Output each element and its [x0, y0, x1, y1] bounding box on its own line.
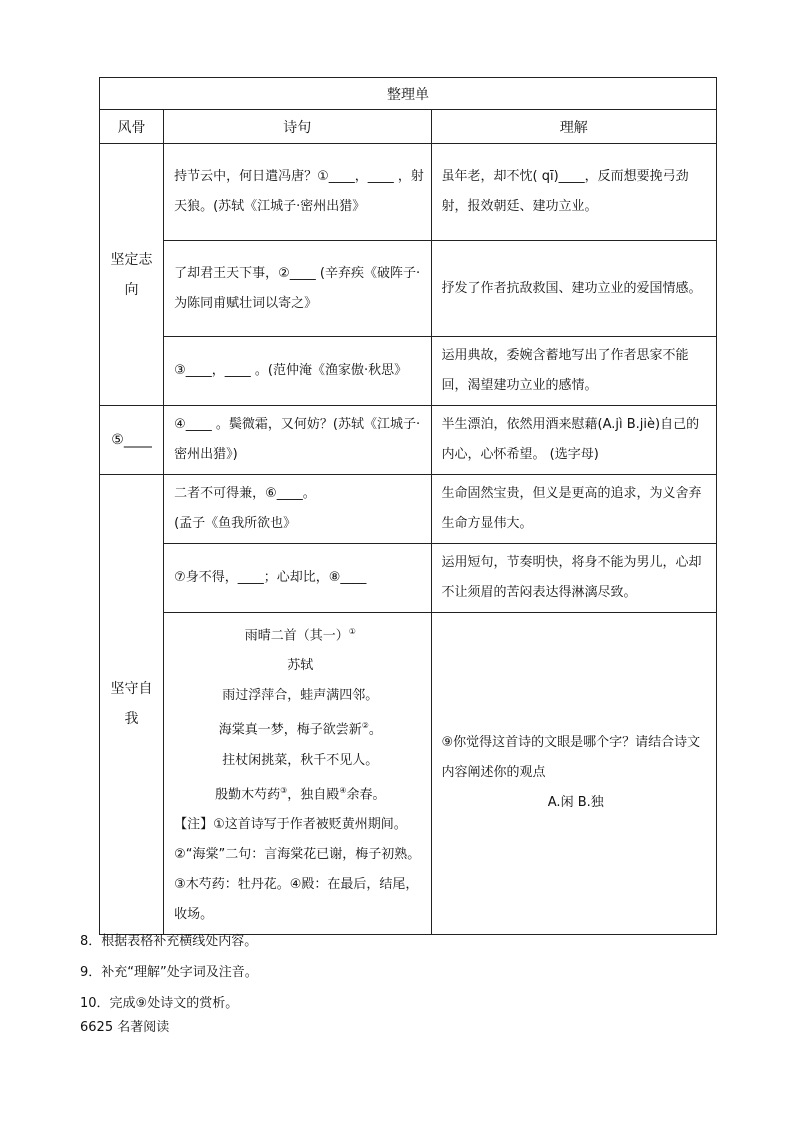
poem-title-text: 雨晴二首（其一）	[244, 628, 349, 644]
group-label-blank: ⑤____	[100, 406, 164, 475]
group-label-ambition	[100, 144, 164, 406]
header-style: 风骨	[100, 110, 164, 144]
poem-text: 殷勤木芍药	[215, 786, 281, 802]
understanding-cell-6: 运用短句，节奏明快，将身不能为男儿，心却不让须眉的苦闷表达得淋漓尽致。	[431, 544, 716, 613]
footnote-mark: ②	[361, 721, 369, 731]
verse-source: (孟子《鱼我所欲也》	[174, 516, 297, 531]
question-9: 9．补充“理解”处字词及注音。	[80, 965, 258, 980]
question-list	[80, 926, 258, 1019]
summary-table	[99, 77, 717, 935]
verse-cell-2: 了却君王天下事，②____ (辛弃疾《破阵子·为陈同甫赋壮词以寄之》	[164, 241, 431, 337]
verse-cell-1: 持节云中，何日遣冯唐？①____，____ ，射天狼。(苏轼《江城子·密州出猎》	[164, 144, 431, 241]
poem-notes: 【注】①这首诗写于作者被贬黄州期间。②“海棠”二句：言海棠花已谢，梅子初熟。③木芍药：牡丹花。④殿：在最后，结尾，收场。	[174, 816, 421, 922]
verse-cell-4: ④____ 。鬓微霜，又何妨？(苏轼《江城子·密州出猎》)	[164, 406, 431, 475]
poem-text: 余春。	[346, 786, 386, 802]
poem-text: 海棠真一梦，梅子欲尝新	[218, 722, 362, 738]
poem-title	[174, 617, 426, 651]
poem-line-2	[174, 711, 426, 745]
understanding-cell-5: 生命固然宝贵，但义是更高的追求，为义舍弃生命方显伟大。	[431, 475, 716, 544]
poem-line-4	[174, 776, 426, 810]
poem-question-cell	[431, 613, 716, 935]
footnote-mark: ④	[339, 785, 347, 795]
poem-author: 苏轼	[287, 658, 314, 674]
poem-options: A.闲 B.独	[547, 795, 604, 811]
group-label-self	[100, 475, 164, 935]
verse-cell-3: ③____，____ 。(范仲淹《渔家傲·秋思》	[164, 337, 431, 406]
verse-line: 二者不可得兼，⑥____。	[174, 486, 316, 501]
table-title: 整理单	[100, 78, 717, 110]
group-label-text: 坚守自我	[110, 681, 153, 728]
poem-line-1: 雨过浮萍合，蛙声满四邻。	[222, 688, 379, 704]
verse-cell-5	[164, 475, 431, 544]
header-verse: 诗句	[164, 110, 431, 144]
understanding-cell-4: 半生漂泊，依然用酒来慰藉(A.jì B.jiè)自己的内心，心怀希望。 (选字母)	[431, 406, 716, 475]
poem-question: ⑨你觉得这首诗的文眼是哪个字？请结合诗文内容阐述你的观点	[441, 735, 701, 781]
footnote-mark: ①	[348, 627, 356, 636]
poem-cell	[164, 613, 431, 935]
question-10: 10．完成⑨处诗文的赏析。	[80, 996, 239, 1011]
verse-cell-6: ⑦身不得，____；心却比，⑧____	[164, 544, 431, 613]
section-heading: 6625 名著阅读	[80, 1020, 170, 1035]
poem-text: ，独自殿	[287, 786, 340, 802]
understanding-cell-2: 抒发了作者抗敌救国、建功立业的爱国情感。	[431, 241, 716, 337]
poem-text: 。	[368, 722, 382, 738]
poem-line-3: 拄杖闲挑菜，秋千不见人。	[222, 752, 379, 768]
header-understanding: 理解	[431, 110, 716, 144]
footnote-mark: ③	[280, 785, 288, 795]
understanding-cell-3: 运用典故，委婉含蓄地写出了作者思家不能回，渴望建功立业的感情。	[431, 337, 716, 406]
group-label-text: 坚定志向	[110, 251, 153, 298]
question-8: 8．根据表格补充横线处内容。	[80, 934, 258, 949]
understanding-cell-1: 虽年老，却不忱( qī)____，反而想要挽弓劲射，报效朝廷、建功立业。	[431, 144, 716, 241]
